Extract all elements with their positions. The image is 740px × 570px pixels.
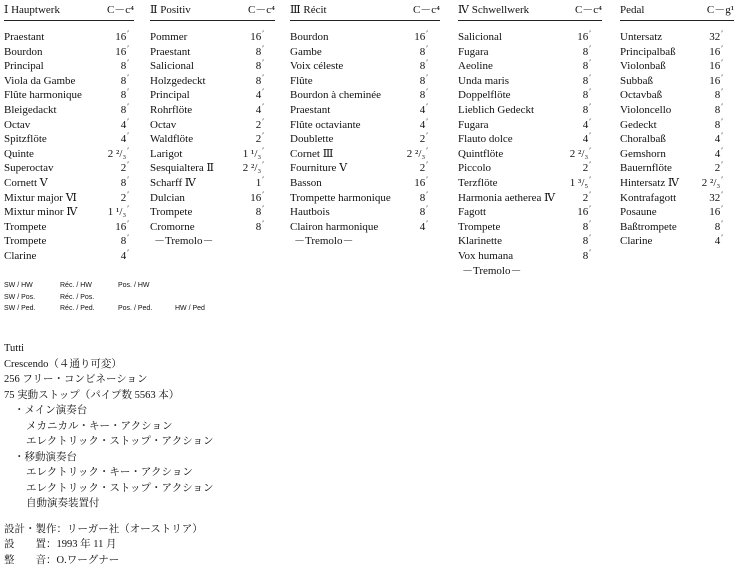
stop-pitch: 1 ³/₅ ′: [561, 176, 591, 192]
stop-pitch: 8 ′: [99, 88, 129, 104]
stop-row: [290, 88, 440, 103]
stop-name: Praestant: [150, 45, 191, 58]
stop-row: [290, 220, 440, 235]
stop-row: [150, 205, 275, 220]
stop-name: Quintflöte: [458, 147, 504, 160]
stop-pitch: 2 ′: [693, 161, 723, 177]
stop-name: Subbaß: [620, 74, 653, 87]
coupler-label: SW / Pos.: [4, 293, 36, 301]
stop-name: Octavbaß: [620, 89, 663, 102]
stop-pitch: 16 ′: [99, 220, 129, 236]
stop-row: [150, 30, 275, 45]
stop-name: Larigot: [150, 147, 183, 160]
coupler-label: SW / Ped.: [4, 305, 36, 312]
stop-pitch: 8 ′: [561, 103, 591, 119]
stop-pitch: 8 ′: [398, 205, 428, 221]
stop-list: [150, 30, 275, 249]
stop-pitch: 8 ′: [561, 59, 591, 75]
stop-name: Fugara: [458, 118, 489, 131]
stop-name: Voix céleste: [290, 60, 344, 73]
stop-pitch: 8 ′: [99, 103, 129, 119]
division-range: C－c⁴: [412, 4, 440, 16]
stop-row: [150, 45, 275, 60]
stop-row: [620, 103, 734, 118]
stop-list: [458, 30, 602, 278]
stop-pitch: 8 ′: [99, 59, 129, 75]
stop-row: [458, 191, 602, 206]
stop-row: [4, 45, 134, 60]
stop-pitch: 4 ′: [234, 103, 264, 119]
stop-row: [150, 176, 275, 191]
stop-pitch: 8 ′: [561, 220, 591, 236]
stop-name: Bourdon: [4, 45, 43, 58]
stop-pitch: 16 ′: [99, 30, 129, 46]
coupler-label: Réc. / Ped.: [60, 305, 95, 312]
division-range: C－c⁴: [106, 4, 134, 16]
stop-row: [4, 220, 134, 235]
stop-pitch: 16 ′: [561, 30, 591, 46]
stop-pitch: 16 ′: [693, 59, 723, 75]
stop-name: Violonbaß: [620, 60, 666, 73]
coupler-label: Pos. / HW: [118, 282, 150, 289]
stop-row: [620, 132, 734, 147]
stop-name: Vox humana: [458, 249, 514, 262]
stop-pitch: 4 ′: [693, 147, 723, 163]
stop-row: [620, 161, 734, 176]
voicing-label: 整 音：O.ワーグナー: [4, 554, 120, 566]
stop-name: Praestant: [290, 103, 331, 116]
stop-pitch: 2 ²/₃ ′: [398, 147, 428, 163]
stop-name: Bauernflöte: [620, 162, 672, 175]
stop-row: [4, 176, 134, 191]
stop-name: Rohrflöte: [150, 103, 193, 116]
stop-name: Terzflöte: [458, 176, 498, 189]
stop-pitch: 2 ²/₃ ′: [693, 176, 723, 192]
stop-pitch: 2 ′: [398, 132, 428, 148]
stop-name: Clarine: [4, 249, 37, 262]
stop-pitch: 4 ′: [561, 118, 591, 134]
stop-pitch: 4 ′: [398, 118, 428, 134]
stop-name: Octav: [150, 118, 177, 131]
stop-pitch: 2 ²/₃ ′: [234, 161, 264, 177]
stop-name: Octav: [4, 118, 31, 131]
stop-row: [290, 74, 440, 89]
stop-pitch: 8 ′: [693, 88, 723, 104]
stop-pitch: 16 ′: [234, 191, 264, 207]
stop-row: [620, 147, 734, 162]
stop-row: [4, 103, 134, 118]
stop-name: Baßtrompete: [620, 220, 677, 233]
stop-name: Cornet Ⅲ: [290, 147, 334, 160]
stop-row: [620, 59, 734, 74]
stop-name: Posaune: [620, 206, 657, 219]
stop-pitch: 2 ²/₃ ′: [99, 147, 129, 163]
stop-row: [4, 191, 134, 206]
stop-row: [620, 191, 734, 206]
stop-name: Gedeckt: [620, 118, 657, 131]
stop-name: Mixtur minor Ⅳ: [4, 206, 78, 219]
stop-pitch: 8 ′: [398, 88, 428, 104]
coupler-label: Réc. / HW: [60, 282, 92, 289]
division-hauptwerk: [4, 0, 134, 264]
tremolo-label: －Tremolo－: [294, 235, 354, 248]
tutti-label: Tutti: [4, 343, 25, 354]
stop-pitch: 16 ′: [693, 74, 723, 90]
stop-row: [4, 74, 134, 89]
stop-pitch: 4 ′: [99, 118, 129, 134]
stop-row: [620, 30, 734, 45]
main-stop-action: エレクトリック・ストップ・アクション: [26, 436, 214, 447]
stop-pitch: 2 ′: [99, 161, 129, 177]
stop-name: Sesquialtera Ⅱ: [150, 162, 214, 175]
stop-row: [4, 118, 134, 133]
stop-row: [290, 30, 440, 45]
stop-pitch: 2 ′: [561, 191, 591, 207]
stop-name: Doppelflöte: [458, 89, 511, 102]
stop-name: Bleigedackt: [4, 103, 57, 116]
stop-row: [4, 147, 134, 162]
stop-pitch: 8 ′: [234, 74, 264, 90]
stop-row: [150, 191, 275, 206]
stop-name: Flauto dolce: [458, 133, 513, 146]
stop-pitch: 2 ′: [398, 161, 428, 177]
stop-pitch: 8 ′: [99, 74, 129, 90]
division-name: Ⅳ Schwellwerk: [458, 4, 530, 16]
stop-row: [290, 161, 440, 176]
stop-row: [150, 147, 275, 162]
stop-name: Kontrafagott: [620, 191, 677, 204]
stop-pitch: 8 ′: [234, 220, 264, 236]
stop-pitch: 4 ′: [234, 88, 264, 104]
division-header: [4, 0, 134, 21]
stop-row: [458, 30, 602, 45]
stop-name: Aeoline: [458, 60, 493, 73]
division-header: [458, 0, 602, 21]
stop-row: [458, 234, 602, 249]
stop-name: Fagott: [458, 206, 487, 219]
stop-pitch: 8 ′: [561, 234, 591, 250]
stop-name: Pommer: [150, 31, 188, 43]
stop-pitch: 8 ′: [693, 103, 723, 119]
stop-row: [620, 205, 734, 220]
stop-row: [150, 132, 275, 147]
stop-pitch: 8 ′: [398, 45, 428, 61]
stop-row: [458, 132, 602, 147]
stop-row: [4, 30, 134, 45]
stop-name: Holzgedeckt: [150, 74, 206, 87]
stop-row: [150, 161, 275, 176]
stop-pitch: 16 ′: [561, 205, 591, 221]
mobile-key-action: エレクトリック・キー・アクション: [26, 467, 193, 478]
stop-row: [458, 59, 602, 74]
stop-pitch: 8 ′: [398, 191, 428, 207]
stop-row: [620, 176, 734, 191]
stop-row: [4, 59, 134, 74]
stop-pitch: 32 ′: [693, 30, 723, 46]
stop-name: Trompete: [4, 235, 47, 248]
stop-pitch: 8 ′: [693, 220, 723, 236]
stop-name: Doublette: [290, 133, 334, 146]
stop-name: Lieblich Gedeckt: [458, 103, 535, 116]
stop-row: [458, 249, 602, 264]
main-key-action: メカニカル・キー・アクション: [26, 420, 173, 432]
stop-row: [150, 118, 275, 133]
stop-pitch: 32 ′: [693, 191, 723, 207]
stop-pitch: 2 ′: [561, 161, 591, 177]
main-console-heading: ・メイン演奏台: [14, 405, 88, 416]
stop-name: Bourdon à cheminée: [290, 89, 382, 102]
stop-name: Piccolo: [458, 162, 491, 175]
stop-row: [290, 132, 440, 147]
stop-pitch: 8 ′: [234, 205, 264, 221]
stop-pitch: 16 ′: [234, 30, 264, 46]
stop-pitch: 4 ′: [99, 132, 129, 148]
crescendo-label: Crescendo（４通り可変）: [4, 358, 122, 370]
tremolo-label: －Tremolo－: [462, 264, 522, 277]
stop-pitch: 4 ′: [561, 132, 591, 148]
stop-row: [4, 132, 134, 147]
stop-row: [290, 205, 440, 220]
stop-name: Gemshorn: [620, 147, 666, 160]
stop-pitch: 8 ′: [234, 59, 264, 75]
stop-row: [458, 45, 602, 60]
stop-row: [4, 88, 134, 103]
stop-row: [290, 147, 440, 162]
coupler-label: Réc. / Pos.: [60, 293, 95, 301]
stop-pitch: 8 ′: [561, 249, 591, 265]
division-range: C－c⁴: [574, 4, 602, 16]
stop-name: Trompete: [458, 220, 501, 233]
stop-name: Klarinette: [458, 235, 502, 248]
division-pedal: [620, 0, 734, 249]
stop-name: Hautbois: [290, 206, 330, 219]
stop-name: Salicional: [150, 60, 194, 73]
mobile-stop-action: エレクトリック・ストップ・アクション: [26, 482, 214, 494]
stop-pitch: 4 ′: [693, 234, 723, 250]
stop-name: Flûte: [290, 74, 313, 87]
division-name: Ⅰ Hauptwerk: [4, 4, 60, 16]
stop-row: [620, 118, 734, 133]
stop-name: Spitzflöte: [4, 133, 47, 146]
division-name: Ⅱ Positiv: [150, 4, 191, 16]
stop-pitch: 8 ′: [99, 234, 129, 250]
stop-name: Scharff Ⅳ: [150, 176, 196, 189]
stop-pitch: 8 ′: [398, 59, 428, 75]
stop-row: [4, 234, 134, 249]
stop-list: [4, 30, 134, 264]
stop-row: [458, 147, 602, 162]
stop-row: [290, 45, 440, 60]
stop-pitch: 4 ′: [99, 249, 129, 265]
player-label: 自動演奏装置付: [26, 498, 100, 509]
stop-row: [458, 220, 602, 235]
stop-pitch: 4 ′: [693, 132, 723, 148]
stop-pitch: 4 ′: [398, 103, 428, 119]
stop-row: [4, 161, 134, 176]
stop-name: Dulcian: [150, 191, 185, 204]
stop-pitch: 8 ′: [99, 176, 129, 192]
division-name: Pedal: [620, 4, 645, 16]
stop-row: [290, 191, 440, 206]
stop-pitch: 4 ′: [398, 220, 428, 236]
stop-pitch: 1 ¹/₃ ′: [234, 147, 264, 163]
stop-name: Trompette harmonique: [290, 191, 391, 204]
stop-pitch: 1 ¹/₃ ′: [99, 205, 129, 221]
stop-name: Clairon harmonique: [290, 220, 379, 233]
stop-pitch: 16 ′: [693, 45, 723, 61]
stop-row: [620, 88, 734, 103]
stop-name: Hintersatz Ⅳ: [620, 176, 679, 189]
stop-row: [458, 118, 602, 133]
stop-name: Principalbaß: [620, 45, 676, 58]
stop-name: Bourdon: [290, 31, 329, 43]
stop-row: [458, 205, 602, 220]
stop-name: Fourniture Ⅴ: [290, 162, 348, 175]
stop-pitch: 16 ′: [99, 45, 129, 61]
stop-list: [290, 30, 440, 249]
coupler-label: HW / Ped: [175, 305, 205, 312]
stop-row: [458, 74, 602, 89]
stop-name: Cornett Ⅴ: [4, 176, 48, 189]
stop-row: [620, 220, 734, 235]
stop-name: Trompete: [150, 206, 193, 219]
stop-pitch: 8 ′: [561, 45, 591, 61]
stop-pitch: 8 ′: [561, 74, 591, 90]
builder-label: 設計・製作：リーガー社（オーストリア）: [4, 523, 203, 535]
stop-name: Clarine: [620, 235, 653, 248]
stop-name: Salicional: [458, 31, 502, 43]
stop-pitch: 2 ′: [234, 118, 264, 134]
stop-row: [290, 59, 440, 74]
division-schwellwerk: [458, 0, 602, 278]
division-header: [620, 0, 734, 21]
stop-name: Fugara: [458, 45, 489, 58]
combination-label: 256 フリー・コンビネーション: [4, 374, 148, 385]
division-recit: [290, 0, 440, 249]
division-header: [290, 0, 440, 21]
stop-row: [620, 45, 734, 60]
stop-row: [150, 103, 275, 118]
stop-pitch: 8 ′: [561, 88, 591, 104]
installed-label: 設 置：1993 年 11 月: [4, 539, 117, 550]
stop-name: Trompete: [4, 220, 47, 233]
stop-list: [620, 30, 734, 249]
division-name: Ⅲ Récit: [290, 4, 327, 16]
stop-row: [4, 205, 134, 220]
stop-name: Harmonia aetherea Ⅳ: [458, 191, 556, 204]
stop-pitch: 16 ′: [398, 176, 428, 192]
stop-row: [458, 161, 602, 176]
stop-name: Basson: [290, 176, 322, 189]
mobile-console-heading: ・移動演奏台: [14, 451, 77, 463]
division-range: C－g¹: [706, 4, 734, 16]
stop-row: [290, 118, 440, 133]
stop-name: Waldflöte: [150, 133, 194, 146]
stop-name: Gambe: [290, 45, 322, 58]
stop-pitch: 8 ′: [398, 74, 428, 90]
coupler-label: Pos. / Ped.: [118, 305, 153, 312]
stop-row: [458, 176, 602, 191]
stop-row: [620, 234, 734, 249]
stop-count-label: 75 実動ストップ（パイプ数 5563 本）: [4, 389, 180, 401]
stop-name: Viola da Gambe: [4, 74, 76, 87]
stop-name: Principal: [150, 89, 190, 102]
division-positiv: [150, 0, 275, 249]
stop-name: Superoctav: [4, 162, 54, 175]
stop-row: [620, 74, 734, 89]
stop-name: Quinte: [4, 147, 34, 160]
tremolo-label: －Tremolo－: [154, 235, 214, 248]
stop-row: [150, 59, 275, 74]
stop-pitch: 2 ²/₃ ′: [561, 147, 591, 163]
coupler-label: SW / HW: [4, 282, 33, 289]
stop-name: Untersatz: [620, 31, 663, 43]
stop-row: [150, 88, 275, 103]
stop-name: Cromorne: [150, 220, 195, 233]
stop-name: Flûte octaviante: [290, 118, 361, 131]
stop-name: Unda maris: [458, 74, 510, 87]
stop-row: [150, 220, 275, 235]
stop-row: [290, 176, 440, 191]
stop-pitch: 1 ′: [234, 176, 264, 192]
stop-pitch: 2 ′: [234, 132, 264, 148]
division-range: C－c⁴: [247, 4, 275, 16]
stop-name: Violoncello: [620, 103, 672, 116]
stop-name: Choralbaß: [620, 133, 666, 146]
stop-name: Praestant: [4, 31, 45, 43]
organ-notes: [4, 341, 214, 568]
stop-name: Principal: [4, 60, 44, 73]
division-header: [150, 0, 275, 21]
stop-name: Mixtur major Ⅵ: [4, 191, 77, 204]
stop-row: [4, 249, 134, 264]
stop-row: [458, 88, 602, 103]
stop-pitch: 16 ′: [693, 205, 723, 221]
stop-row: [458, 103, 602, 118]
stop-pitch: 8 ′: [234, 45, 264, 61]
stop-pitch: 8 ′: [693, 118, 723, 134]
stop-row: [290, 103, 440, 118]
stop-name: Flûte harmonique: [4, 89, 82, 102]
stop-pitch: 16 ′: [398, 30, 428, 46]
stop-pitch: 2 ′: [99, 191, 129, 207]
stop-row: [150, 74, 275, 89]
